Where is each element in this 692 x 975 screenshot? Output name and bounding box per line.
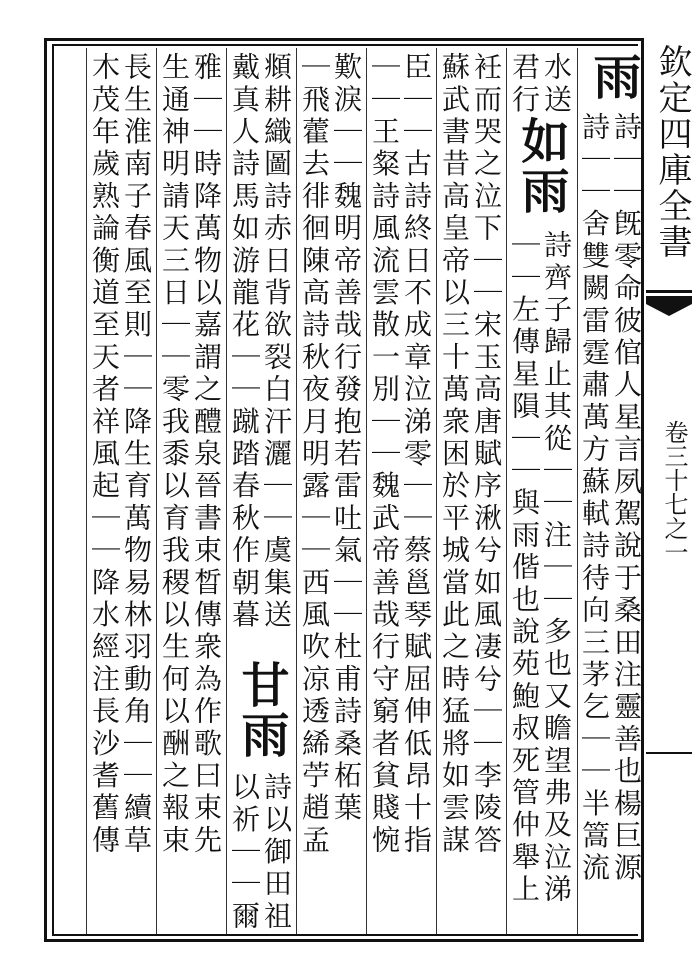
annotation-right: 歎淚｜｜魏明帝善哉行發抱若雷吐氣｜｜杜甫詩桑柘葉 [330, 52, 363, 825]
inner-border-top [52, 44, 638, 46]
annotation-right: 頫耕織圖詩赤日背欲裂白汗灑｜｜虞集送 [260, 52, 293, 632]
volume-label: 卷三十七之一 [660, 420, 688, 564]
column-rule [156, 48, 157, 934]
annotation-right: 水送 [540, 52, 573, 117]
annotation-right: 詩齊子歸止其從｜｜注｜｜多也又瞻望弗及泣涕 [540, 230, 573, 907]
annotation-column-pair [508, 52, 573, 117]
annotation-column-pair [158, 52, 223, 930]
annotation-left: 戴真人詩馬如游龍花｜｜蹴踏春秋作朝暮 [228, 52, 261, 632]
annotation-left: ｜｜王粲詩風流雲散一別｜｜魏武帝善哉行守窮者貧賤惋 [368, 52, 401, 857]
annotation-left: 木茂年歲熟論衡道至天者祥風起｜｜降水經注長沙耆舊傳 [88, 52, 121, 857]
annotation-right: 衽而哭之泣下｜｜宋玉高唐賦序湫兮如風凄兮｜｜李陵答 [470, 52, 503, 857]
margin-rule-lower [646, 752, 692, 754]
annotation-left: 生通神明請天三日｜｜零我黍以育我稷以生何以酬之報束 [158, 52, 191, 857]
annotation-column-pair [368, 52, 433, 930]
entry-heading: 甘雨 [233, 660, 289, 760]
margin-rule [646, 290, 692, 293]
annotation-left: 君行 [508, 52, 541, 117]
column-rule [506, 48, 507, 934]
annotation-column-pair [578, 112, 643, 930]
column-rule [366, 48, 367, 934]
inner-border-bottom [52, 934, 638, 936]
annotation-right: 長生淮南子春風至則｜｜降生育萬物易林羽動角｜｜續草 [120, 52, 153, 857]
annotation-column-pair [298, 52, 363, 930]
annotation-left: ｜｜左傳星隕｜｜與雨偕也說苑鮑叔死管仲舉上 [508, 230, 541, 907]
annotation-left: ｜飛藿去徘徊陳高詩秋夜月明露｜｜西風吹凉透絺苧趙孟 [298, 52, 331, 857]
entry-heading: 如雨 [513, 116, 569, 216]
entry-heading: 雨 [585, 52, 641, 102]
fish-tail-mark [646, 296, 692, 318]
annotation-column-pair [438, 52, 503, 930]
annotation-column-pair [228, 772, 293, 933]
annotation-right: 詩｜｜旣零命彼倌人星言夙駕說于桑田注靈善也楊巨源 [610, 112, 643, 885]
column-rule [436, 48, 437, 934]
annotation-left: 詩｜｜舍雙闕雷霆肅萬方蘇軾詩待向三茅乞｜｜半篙流 [578, 112, 611, 885]
column-rule [296, 48, 297, 934]
book-title: 欽定四庫全書 [652, 44, 692, 260]
annotation-left: 蘇武書昔高皇帝以三十萬衆困於平城當此之時猛將如雲謀 [438, 52, 471, 857]
column-rule [226, 48, 227, 934]
annotation-right: 雅｜｜時降萬物以嘉謂之醴泉晉書束晳傳衆為作歌曰束先 [190, 52, 223, 857]
annotation-column-pair [508, 230, 573, 930]
annotation-right: 詩以御田祖 [260, 772, 293, 933]
annotation-column-pair [228, 52, 293, 656]
annotation-left: 以祈｜｜爾 [228, 772, 261, 933]
annotation-column-pair [88, 52, 153, 930]
column-rule [86, 48, 87, 934]
inner-border-left [52, 44, 54, 936]
annotation-right: 臣｜｜古詩終日不成章泣涕零｜｜蔡邕琴賦屈伸低昂十指 [400, 52, 433, 857]
